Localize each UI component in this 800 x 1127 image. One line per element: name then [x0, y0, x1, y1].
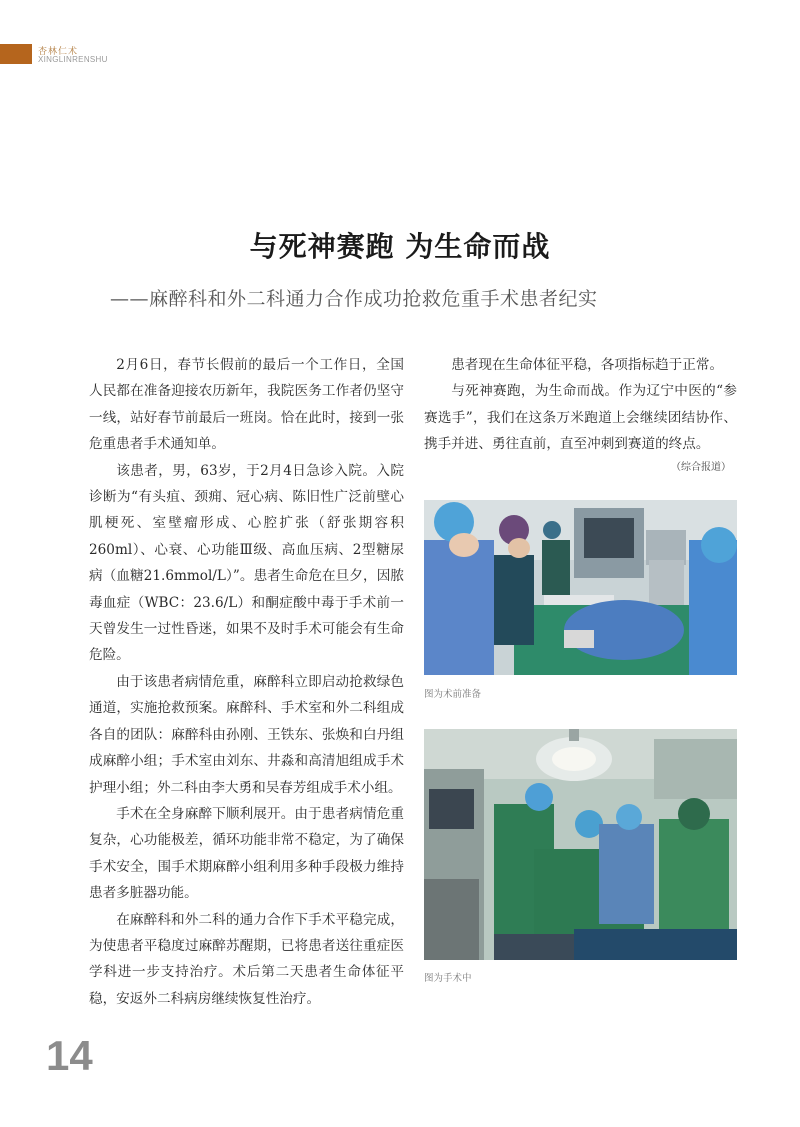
body-paragraph: 该患者，男，63岁，于2月4日急诊入院。入院诊断为“有头疽、颈痈、冠心病、陈旧性广泛前壁心肌梗死、室壁瘤形成、心腔扩张（舒张期容积260ml）、心衰、心功能Ⅲ级、高血压病、2型糖尿病（血糖21.6mmol/L）”。患者生命危在旦夕，因脓毒血症（WBC：23.6/L）和酮症酸中毒于手术前一天曾发生一过性昏迷，如果不及时手术可能会有生命危险。 [89, 462, 404, 664]
section-color-tab [0, 44, 32, 64]
photo-preoperative-preparation [424, 500, 737, 675]
body-paragraph: 由于该患者病情危重，麻醉科立即启动抢救绿色通道，实施抢救预案。麻醉科、手术室和外二科组成各自的团队：麻醉科由孙刚、王铁东、张焕和白丹组成麻醉小组；手术室由刘东、井淼和高清旭组成手术护理小组；外二科由李大勇和吴春芳组成手术小组。 [89, 673, 404, 796]
section-name-pinyin: XINGLINRENSHU [38, 55, 108, 64]
body-paragraph: 手术在全身麻醉下顺利展开。由于患者病情危重复杂，心功能极差，循环功能非常不稳定，为了确保手术安全，围手术期麻醉小组利用多种手段极力维持患者多脏器功能。 [89, 805, 404, 902]
article-body-right-column [424, 352, 737, 478]
photo-caption: 图为手术中 [424, 973, 472, 984]
body-paragraph: 与死神赛跑，为生命而战。作为辽宁中医的“参赛选手”，我们在这条万米跑道上会继续团结协作、携手并进、勇往直前，直至冲刺到赛道的终点。 [424, 383, 737, 453]
body-paragraph: 患者现在生命体征平稳，各项指标趋于正常。 [451, 357, 724, 373]
page-number: 14 [46, 1032, 93, 1079]
photo-caption: 图为术前准备 [424, 689, 482, 700]
body-paragraph: 在麻醉科和外二科的通力合作下手术平稳完成，为使患者平稳度过麻醉苏醒期，已将患者送往重症医学科进一步支持治疗。术后第二天患者生命体征平稳，安返外二科病房继续恢复性治疗。 [89, 911, 404, 1007]
article-title: 与死神赛跑 为生命而战 [249, 230, 551, 263]
section-name: 杏林仁术 [38, 47, 79, 57]
article-subtitle: ——麻醉科和外二科通力合作成功抢救危重手术患者纪实 [110, 288, 598, 310]
body-paragraph: 2月6日，春节长假前的最后一个工作日，全国人民都在准备迎接农历新年，我院医务工作者仍坚守一线，站好春节前最后一班岗。恰在此时，接到一张危重患者手术通知单。 [89, 357, 404, 453]
photo-during-surgery [424, 729, 737, 960]
article-body-left-column [89, 352, 404, 1012]
article-credit: （综合报道） [671, 461, 731, 473]
